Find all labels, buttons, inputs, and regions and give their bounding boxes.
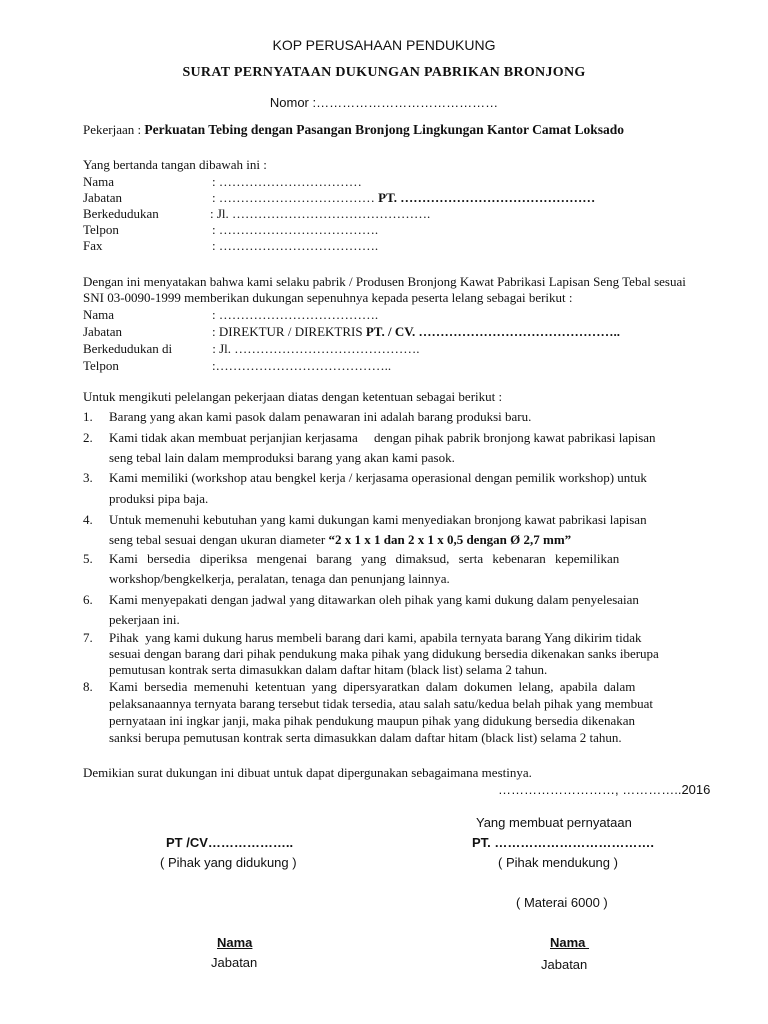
list-item: Kami menyepakati dengan jadwal yang ditawarkan oleh pihak yang kami dukung dalam penyelesaian <box>109 592 639 607</box>
list-item-continuation: sesuai dengan barang dari pihak pendukung maka pihak yang didukung bersedia dikenakan sanks iberupa <box>109 646 659 661</box>
project-name: Perkuatan Tebing dengan Pasangan Bronjong Lingkungan Kantor Camat Loksado <box>144 122 625 137</box>
project-label: Pekerjaan : <box>83 122 145 137</box>
field-value: : ………………………………. <box>212 222 379 237</box>
company-placeholder: PT. / CV. ……………………………………….. <box>365 324 620 339</box>
field-value: : ………………………………. <box>212 307 379 322</box>
signatory-heading: Yang membuat pernyataan <box>476 815 632 830</box>
list-item-continuation: pekerjaan ini. <box>109 612 180 627</box>
date-place-line: ………………………, …………..2016 <box>498 782 711 797</box>
list-number: 6. <box>83 592 93 607</box>
field-value: : …………………………… <box>212 174 362 189</box>
list-item-continuation: pemutusan kontrak serta dimasukkan dalam daftar hitam (black list) selama 2 tahun. <box>109 662 548 677</box>
supported-company: PT /CV……………….. <box>166 835 294 850</box>
list-number: 3. <box>83 470 93 485</box>
supported-party-role: ( Pihak yang didukung ) <box>160 855 297 870</box>
signer-field-row <box>83 174 114 190</box>
letterhead-placeholder: KOP PERUSAHAAN PENDUKUNG <box>272 37 496 53</box>
conditions-intro: Untuk mengikuti pelelangan pekerjaan diatas dengan ketentuan sebagai berikut : <box>83 389 503 404</box>
statement-line: Dengan ini menyatakan bahwa kami selaku pabrik / Produsen Bronjong Kawat Pabrikasi Lapisan Seng Tebal sesuai <box>83 274 686 289</box>
list-item-continuation: workshop/bengkelkerja, peralatan, tenaga dan penunjang lainnya. <box>109 571 450 586</box>
list-item: Barang yang akan kami pasok dalam penawaran ini adalah barang produksi baru. <box>109 409 532 424</box>
field-label: Fax <box>83 238 103 253</box>
field-label: Telpon <box>83 358 119 373</box>
list-item: Kami bersedia memenuhi ketentuan yang dipersyaratkan dalam dokumen lelang, apabila dalam <box>109 679 636 694</box>
list-number: 2. <box>83 430 93 445</box>
list-item: Kami tidak akan membuat perjanjian kerjasama dengan pihak pabrik bronjong kawat pabrikasi lapisan <box>109 430 656 445</box>
list-item-continuation: pernyataan ini ingkar janji, maka pihak pendukung maupun pihak yang didukung bersedia dikenakan <box>109 713 635 728</box>
field-label: Berkedudukan di <box>83 341 173 356</box>
list-number: 1. <box>83 409 93 424</box>
signer-intro: Yang bertanda tangan dibawah ini : <box>83 157 267 172</box>
field-label: Nama <box>83 307 115 322</box>
field-value-text: : DIREKTUR / DIREKTRIS <box>212 324 366 339</box>
list-item: Kami bersedia diperiksa mengenai barang yang dimaksud, serta kebenaran kepemilikan <box>109 551 620 566</box>
supporting-company: PT. ………………………………. <box>472 835 655 850</box>
field-value: :………………………………….. <box>212 358 392 373</box>
list-item-text: seng tebal sesuai dengan ukuran diameter <box>109 532 329 547</box>
project-line <box>83 122 624 138</box>
field-label: Nama <box>83 174 115 189</box>
list-item-continuation: pelaksanaannya ternyata barang tersebut tidak tersedia, atau salah satu/kedua belah pihak yang membuat <box>109 696 653 711</box>
list-item-continuation: sanksi berupa pemutusan kontrak serta dimasukkan dalam daftar hitam (black list) selama 2 tahun. <box>109 730 622 745</box>
field-value: : Jl. ……………………………………. <box>209 341 420 356</box>
document-title: SURAT PERNYATAAN DUKUNGAN PABRIKAN BRONJONG <box>182 65 586 80</box>
list-item-continuation <box>109 532 571 548</box>
list-item: Pihak yang kami dukung harus membeli barang dari kami, apabila ternyata barang Yang dikirim tidak <box>109 630 642 645</box>
list-number: 4. <box>83 512 93 527</box>
field-value: : ………………………………. <box>212 238 379 253</box>
field-value: : Jl. ………………………………………. <box>210 206 431 221</box>
field-label: Jabatan <box>83 324 122 339</box>
stamp-duty-placeholder: ( Materai 6000 ) <box>516 895 608 910</box>
list-item-continuation: seng tebal lain dalam memproduksi barang yang akan kami pasok. <box>109 450 455 465</box>
company-placeholder: PT. ……………………………………… <box>378 190 596 205</box>
supporting-signer-title: Jabatan <box>541 957 588 972</box>
list-number: 8. <box>83 679 93 694</box>
wire-spec: “2 x 1 x 1 dan 2 x 1 x 0,5 dengan Ø 2,7 mm” <box>328 532 572 547</box>
document-number: Nomor :…………………………………… <box>269 95 499 110</box>
supporting-party-role: ( Pihak mendukung ) <box>498 855 618 870</box>
field-label: Berkedudukan <box>83 206 159 221</box>
field-value <box>212 190 595 206</box>
list-item: Kami memiliki (workshop atau bengkel kerja / kerjasama operasional dengan pemilik workshop) untuk <box>109 470 647 485</box>
field-label: Jabatan <box>83 190 122 205</box>
field-value-text: : ……………………………… <box>212 190 379 205</box>
list-number: 7. <box>83 630 93 645</box>
list-number: 5. <box>83 551 93 566</box>
supporting-signer-name: Nama <box>550 935 590 950</box>
statement-line: SNI 03-0090-1999 memberikan dukungan sepenuhnya kepada peserta lelang sebagai berikut : <box>83 290 573 305</box>
closing-statement: Demikian surat dukungan ini dibuat untuk dapat dipergunakan sebagaimana mestinya. <box>83 765 532 780</box>
list-item: Untuk memenuhi kebutuhan yang kami dukungan kami menyediakan bronjong kawat pabrikasi lapisan <box>109 512 647 527</box>
field-label: Telpon <box>83 222 119 237</box>
field-value <box>212 324 620 340</box>
list-item-continuation: produksi pipa baja. <box>109 491 209 506</box>
supported-signer-name: Nama <box>217 935 253 950</box>
supported-signer-title: Jabatan <box>211 955 258 970</box>
